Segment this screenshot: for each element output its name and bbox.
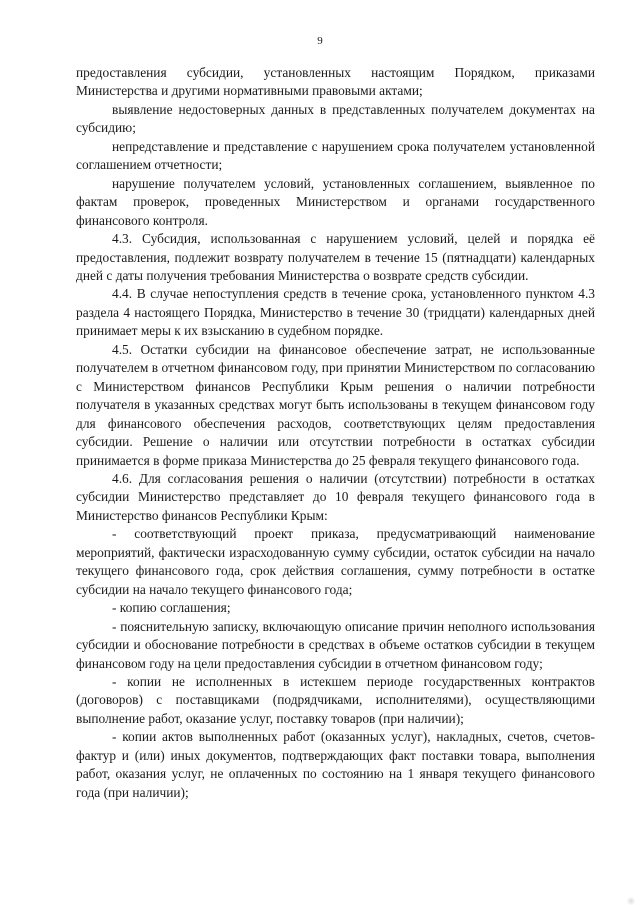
document-body xyxy=(76,64,595,802)
list-item-agreement-copy: - копию соглашения; xyxy=(112,600,231,616)
paragraph-4-3: 4.3. Субсидия, использованная с нарушением условий, целей и порядка её предоставления, подлежит возврату получателем в течение 15 (пятнадцати) календарных дней с даты получения требования Министерства о возврате средств субсидии. xyxy=(76,231,595,283)
paragraph-4-6: 4.6. Для согласования решения о наличии (отсутствии) потребности в остатках субсидии Министерство представляет до 10 февраля текущего финансового года в Министерство финансов Республики Крым: xyxy=(76,470,595,523)
page-number: 9 xyxy=(317,35,323,47)
list-item-draft-order: - соответствующий проект приказа, предусматривающий наименование мероприятий, фактически израсходованную сумму субсидии, остаток субсидии на начало текущего финансового года, срок действия соглашения, сумму потребности в остатке субсидии на начало текущего финансового года; xyxy=(76,526,595,597)
list-item-act-copies: - копии актов выполненных работ (оказанных услуг), накладных, счетов, счетов-фактур и (или) иных документов, подтверждающих факт поставки товара, выполнения работ, оказания услуг, не оплаченных по состоянию на 1 января текущего финансового года (при наличии); xyxy=(76,729,595,800)
paragraph-violation: нарушение получателем условий, установленных соглашением, выявленное по фактам проверок, проведенных Министерством и органами государственного финансового контроля. xyxy=(76,175,595,228)
scan-artifact xyxy=(626,897,636,905)
paragraph-4-4: 4.4. В случае непоступления средств в течение срока, установленного пунктом 4.3 раздела 4 настоящего Порядка, Министерство в течение 30 (тридцати) календарных дней принимает меры к их взысканию в судебном порядке. xyxy=(76,286,595,339)
paragraph-unreliable-data: выявление недостоверных данных в представленных получателем документах на субсидию; xyxy=(76,101,595,136)
list-item-contract-copies: - копии не исполненных в истекшем периоде государственных контрактов (договоров) с поставщиками (подрядчиками, исполнителями), осуществляющими выполнение работ, оказание услуг, поставку товаров (при наличии); xyxy=(76,673,595,726)
list-item-explanatory-note: - пояснительную записку, включающую описание причин неполного использования субсидии и обоснование потребности в средствах в объеме остатков субсидии в текущем финансовом году на цели предоставления субсидии в отчетном финансовом году; xyxy=(76,618,595,671)
paragraph-continuation: предоставления субсидии, установленных настоящим Порядком, приказами Министерства и другими нормативными правовыми актами; xyxy=(76,65,595,99)
paragraph-reporting: непредставление и представление с нарушением срока получателем установленной соглашением отчетности; xyxy=(76,138,595,173)
paragraph-4-5: 4.5. Остатки субсидии на финансовое обеспечение затрат, не использованные получателем в отчетном финансовом году, при принятии Министерством по согласованию с Министерством финансов Республики Крым решения о наличии потребности получателя в указанных средствах могут быть использованы в текущем финансовом году для финансового обеспечения расходов, соответствующих целям предоставления субсидии. Решение о наличии или отсутствии потребности в остатках субсидии принимается в форме приказа Министерства до 25 февраля текущего финансового года. xyxy=(76,341,595,468)
